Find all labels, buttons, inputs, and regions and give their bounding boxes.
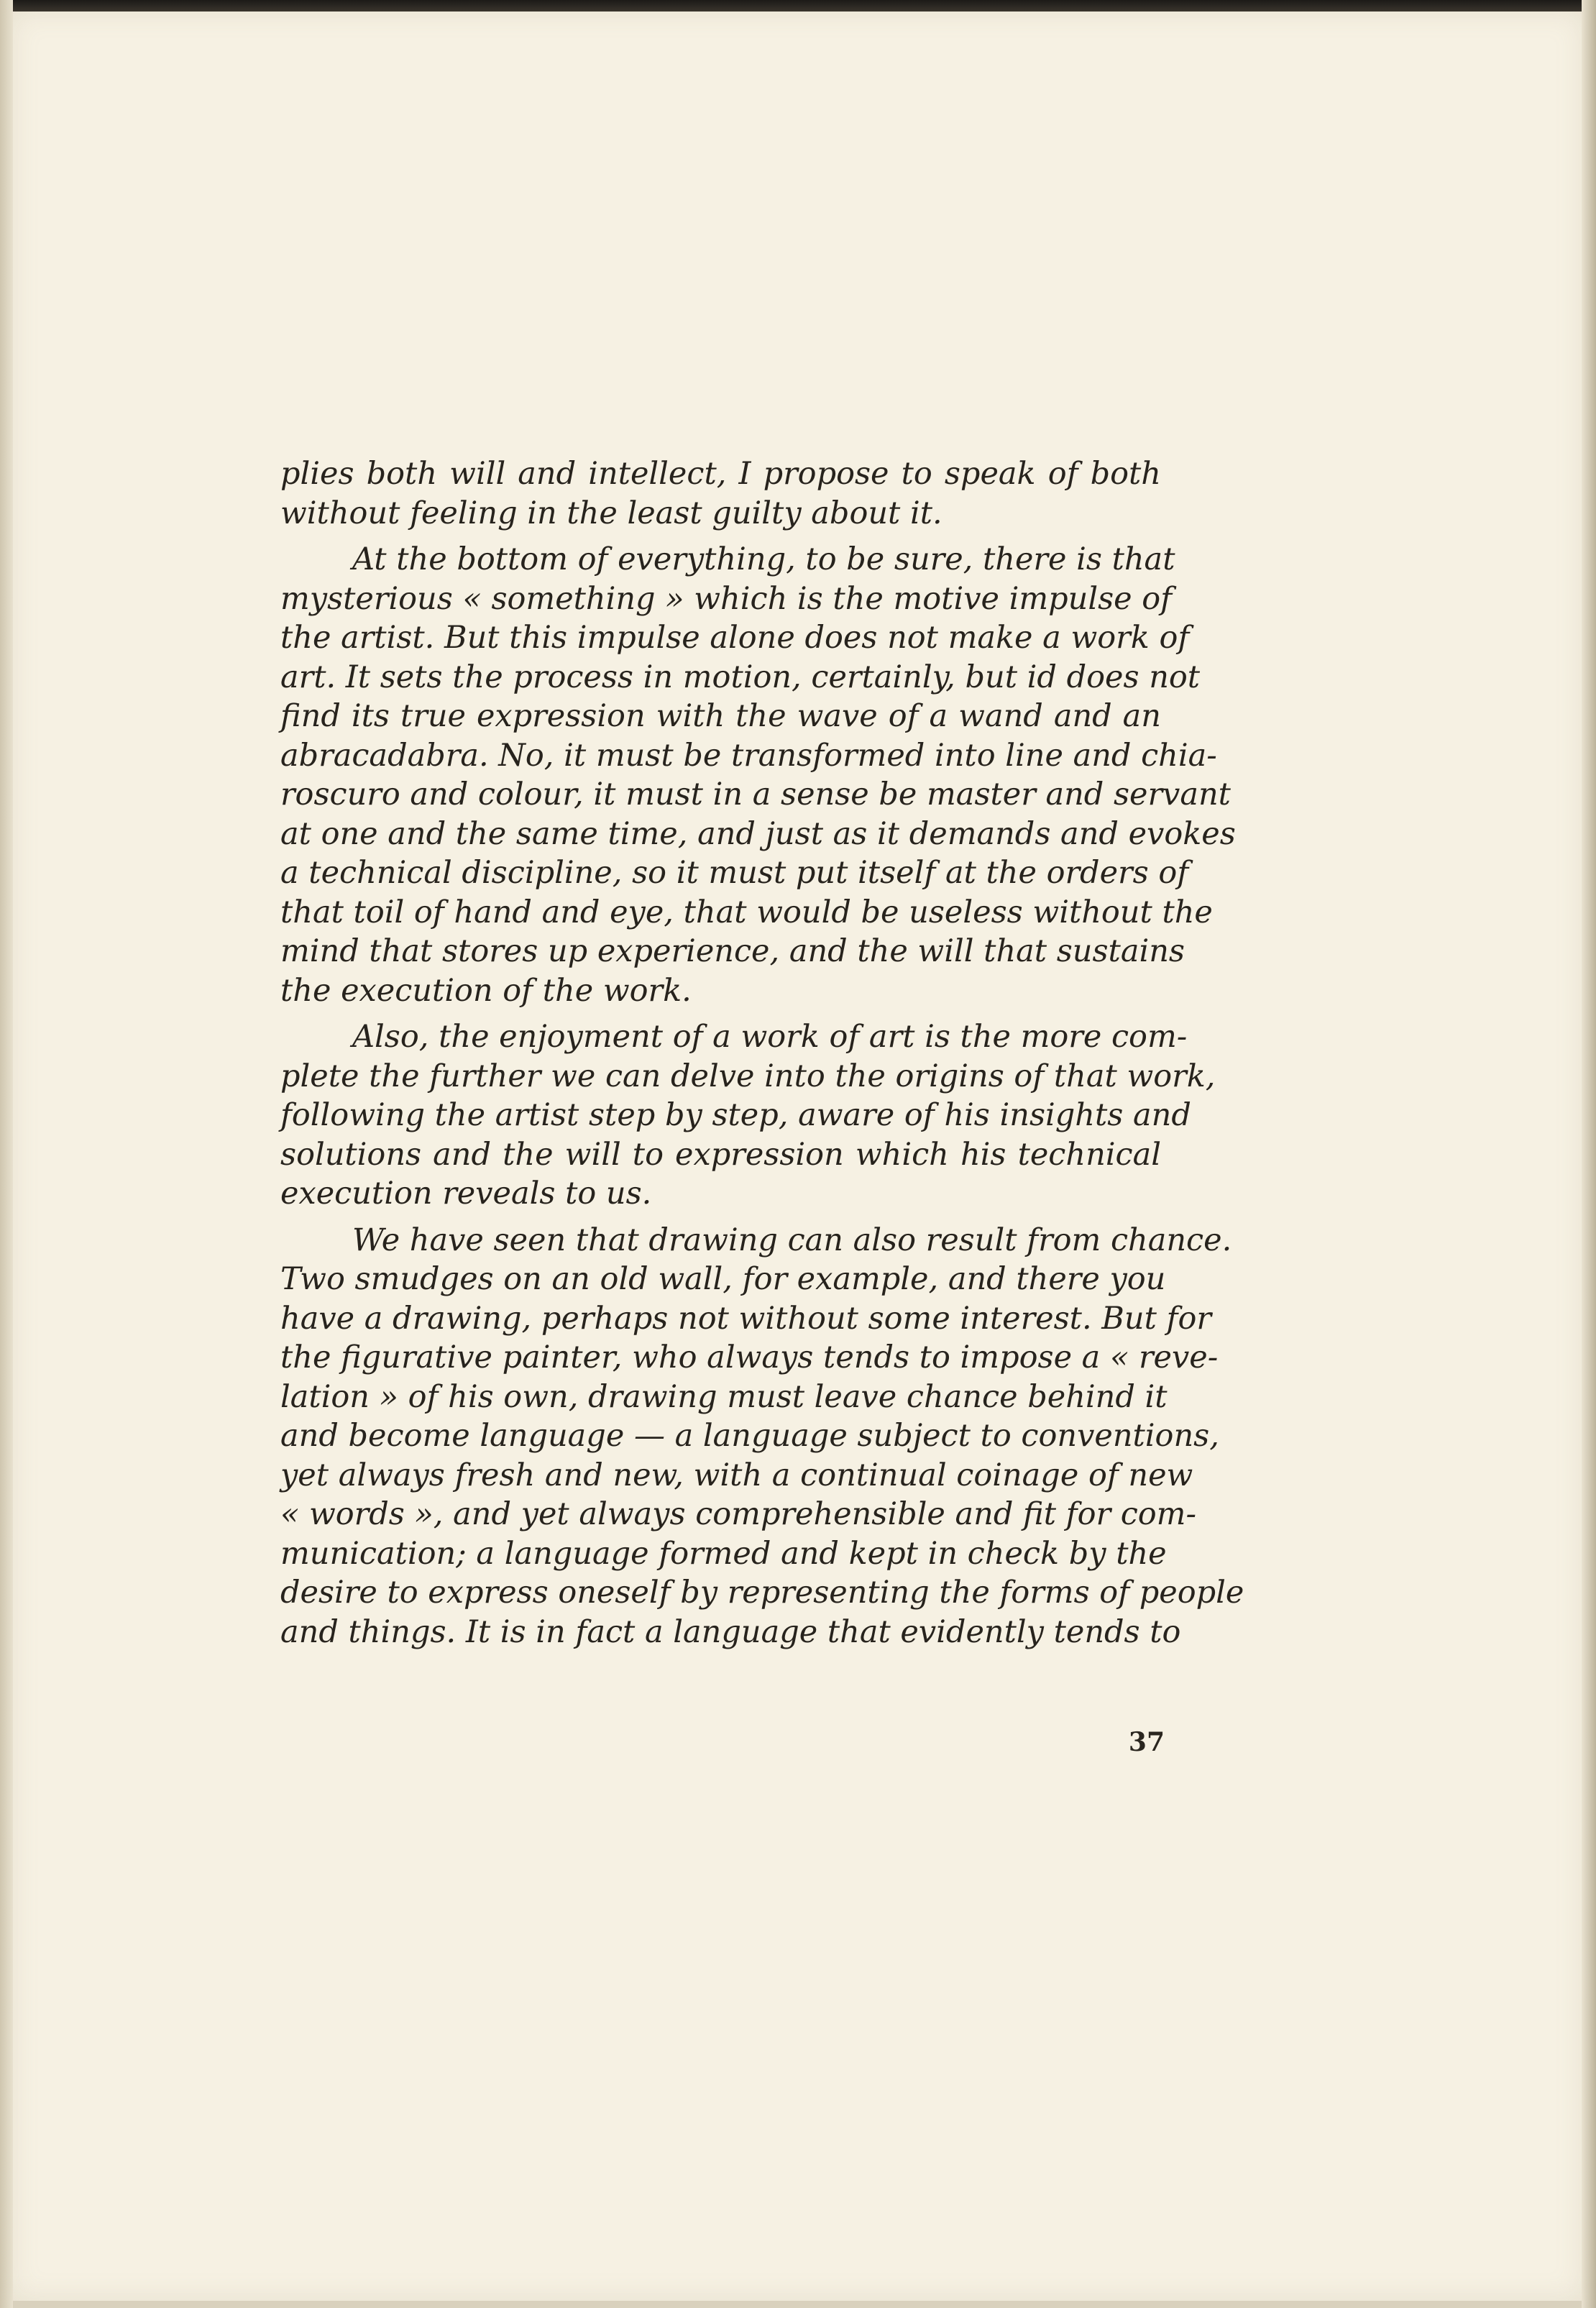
page-left-edge — [0, 0, 13, 2308]
text-line: plies both will and intellect, I propose to speak of both — [280, 456, 1161, 492]
text-line: have a drawing, perhaps not without some interest. But for — [280, 1300, 1211, 1337]
text-line: execution reveals to us. — [280, 1176, 652, 1212]
text-line: mind that stores up experience, and the will that sustains — [280, 933, 1185, 969]
text-line: roscuro and colour, it must in a sense be master and servant — [280, 777, 1231, 812]
page-top-edge — [0, 0, 1596, 12]
text-line: mysterious « something » which is the motive impulse of — [280, 580, 1173, 617]
body-text — [280, 454, 1244, 1659]
text-line: the artist. But this impulse alone does not make a work of — [280, 620, 1190, 656]
text-line: at one and the same time, and just as it demands and evokes — [280, 815, 1236, 852]
text-line: lation » of his own, drawing must leave chance behind it — [280, 1378, 1168, 1415]
text-line: art. It sets the process in motion, certainly, but id does not — [280, 659, 1201, 695]
text-line: and become language — a language subject to conventions, — [280, 1418, 1219, 1454]
text-line: the execution of the work. — [280, 972, 692, 1009]
text-line: a technical discipline, so it must put itself at the orders of — [280, 855, 1189, 891]
text-line: desire to express oneself by representing the forms of people — [280, 1575, 1244, 1611]
text-line: Two smudges on an old wall, for example, and there you — [280, 1261, 1166, 1297]
paragraph-4 — [280, 1221, 1244, 1652]
text-line: yet always fresh and new, with a continual coinage of new — [280, 1457, 1193, 1493]
text-line: We have seen that drawing can also result from chance. — [352, 1222, 1232, 1258]
text-line: plete the further we can delve into the origins of that work, — [280, 1058, 1216, 1094]
page-number: 37 — [1128, 1727, 1165, 1757]
text-line: munication; a language formed and kept in check by the — [280, 1535, 1167, 1572]
text-line: the figurative painter, who always tends to impose a « reve- — [280, 1340, 1219, 1375]
text-line: without feeling in the least guilty about it. — [280, 495, 943, 531]
text-line: « words », and yet always comprehensible and fit for com- — [280, 1496, 1196, 1532]
text-line: following the artist step by step, aware of his insights and — [280, 1097, 1191, 1133]
paragraph-1 — [280, 454, 1161, 533]
text-line: and things. It is in fact a language that evidently tends to — [280, 1613, 1181, 1650]
text-line: At the bottom of everything, to be sure, there is that — [352, 541, 1175, 577]
text-line: solutions and the will to expression which his technical — [280, 1136, 1161, 1173]
text-line: find its true expression with the wave of a wand and an — [280, 698, 1161, 734]
page-right-edge — [1582, 0, 1596, 2308]
paragraph-3 — [280, 1017, 1216, 1214]
text-line: Also, the enjoyment of a work of art is the more com- — [352, 1019, 1188, 1055]
text-line: abracadabra. No, it must be transformed into line and chia- — [280, 737, 1217, 774]
paragraph-2 — [280, 540, 1236, 1010]
text-line: that toil of hand and eye, that would be useless without the — [280, 894, 1213, 930]
